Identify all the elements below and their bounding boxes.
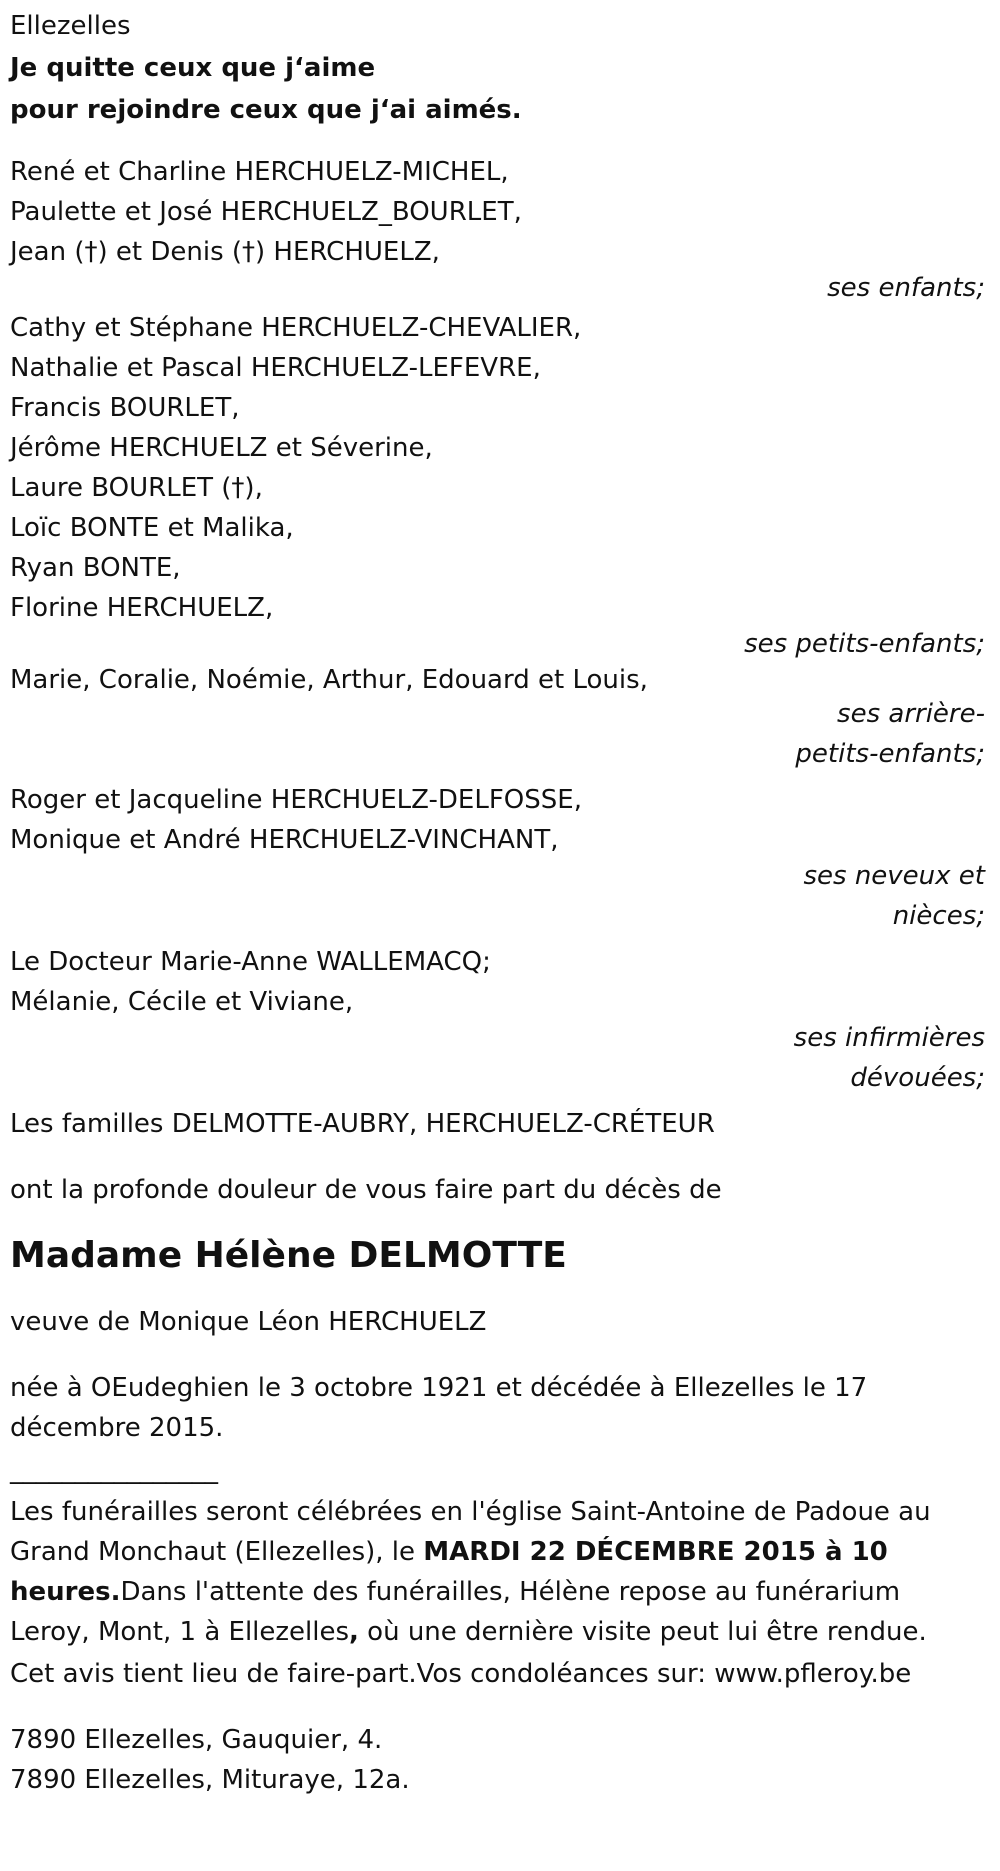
birth-death-dates: née à OEudeghien le 3 octobre 1921 et décédée à Ellezelles le 17 décembre 2015. bbox=[10, 1373, 868, 1443]
funeral-date: MARDI 22 DÉCEMBRE 2015 à 10 heures. bbox=[10, 1537, 888, 1607]
condolences-line: Cet avis tient lieu de faire-part.Vos condoléances sur: www.pfleroy.be bbox=[10, 1659, 912, 1689]
family-name-line: Loïc BONTE et Malika, bbox=[10, 513, 294, 543]
family-name-line: Mélanie, Cécile et Viviane, bbox=[10, 987, 354, 1017]
family-name-line: René et Charline HERCHUELZ-MICHEL, bbox=[10, 157, 509, 187]
family-name-line: Monique et André HERCHUELZ-VINCHANT, bbox=[10, 825, 559, 855]
relation-label: ses infirmières dévouées; bbox=[793, 1023, 985, 1093]
grandchildren-section bbox=[10, 308, 985, 664]
family-name-line: Cathy et Stéphane HERCHUELZ-CHEVALIER, bbox=[10, 313, 582, 343]
family-name-line: Paulette et José HERCHUELZ_BOURLET, bbox=[10, 197, 522, 227]
quote-line-1: Je quitte ceux que j‘aime bbox=[10, 53, 376, 83]
funeral-text-before: Les funérailles seront célébrées en l'église Saint-Antoine de Padoue au Grand Monchaut (Ellezelles), le bbox=[10, 1497, 931, 1567]
funeral-details bbox=[10, 1492, 985, 1652]
family-name-line: Jérôme HERCHUELZ et Séverine, bbox=[10, 433, 433, 463]
families-line: Les familles DELMOTTE-AUBRY, HERCHUELZ-CRÉTEUR bbox=[10, 1109, 715, 1139]
family-name-line: Francis BOURLET, bbox=[10, 393, 240, 423]
widow-of-line: veuve de Monique Léon HERCHUELZ bbox=[10, 1307, 487, 1337]
family-name-line: Le Docteur Marie-Anne WALLEMACQ; bbox=[10, 947, 491, 977]
relation-label: ses neveux et nièces; bbox=[803, 861, 985, 931]
address-line: 7890 Ellezelles, Gauquier, 4. bbox=[10, 1725, 383, 1755]
nurses-section bbox=[10, 942, 985, 1098]
relation-label: ses arrière-petits-enfants; bbox=[795, 699, 985, 769]
address-line: 7890 Ellezelles, Mituraye, 12a. bbox=[10, 1765, 410, 1795]
deceased-name: Madame Hélène DELMOTTE bbox=[10, 1235, 567, 1276]
family-name-line: Florine HERCHUELZ, bbox=[10, 593, 274, 623]
funeral-text-after: Dans l'attente des funérailles, Hélène repose au funérarium Leroy, Mont, 1 à Ellezelles bbox=[10, 1577, 901, 1647]
family-name-line: Laure BOURLET (†), bbox=[10, 473, 263, 503]
family-name-line: Marie, Coralie, Noémie, Arthur, Edouard et Louis, bbox=[10, 665, 648, 695]
family-name-line: Ryan BONTE, bbox=[10, 553, 181, 583]
great-grandchildren-section bbox=[10, 660, 985, 774]
nephews-section bbox=[10, 780, 985, 936]
place-heading: Ellezelles bbox=[10, 11, 131, 41]
funeral-text-end: où une dernière visite peut lui être rendue. bbox=[358, 1617, 927, 1647]
children-section bbox=[10, 152, 985, 308]
relation-label: ses enfants; bbox=[827, 273, 985, 303]
quote-line-2: pour rejoindre ceux que j‘ai aimés. bbox=[10, 95, 522, 125]
family-name-line: Nathalie et Pascal HERCHUELZ-LEFEVRE, bbox=[10, 353, 541, 383]
funeral-comma: , bbox=[349, 1617, 359, 1647]
relation-label: ses petits-enfants; bbox=[744, 629, 985, 659]
family-name-line: Roger et Jacqueline HERCHUELZ-DELFOSSE, bbox=[10, 785, 582, 815]
announcement-line: ont la profonde douleur de vous faire part du décès de bbox=[10, 1175, 722, 1205]
family-name-line: Jean (†) et Denis (†) HERCHUELZ, bbox=[10, 237, 440, 267]
separator-line: ________________ bbox=[10, 1455, 218, 1485]
